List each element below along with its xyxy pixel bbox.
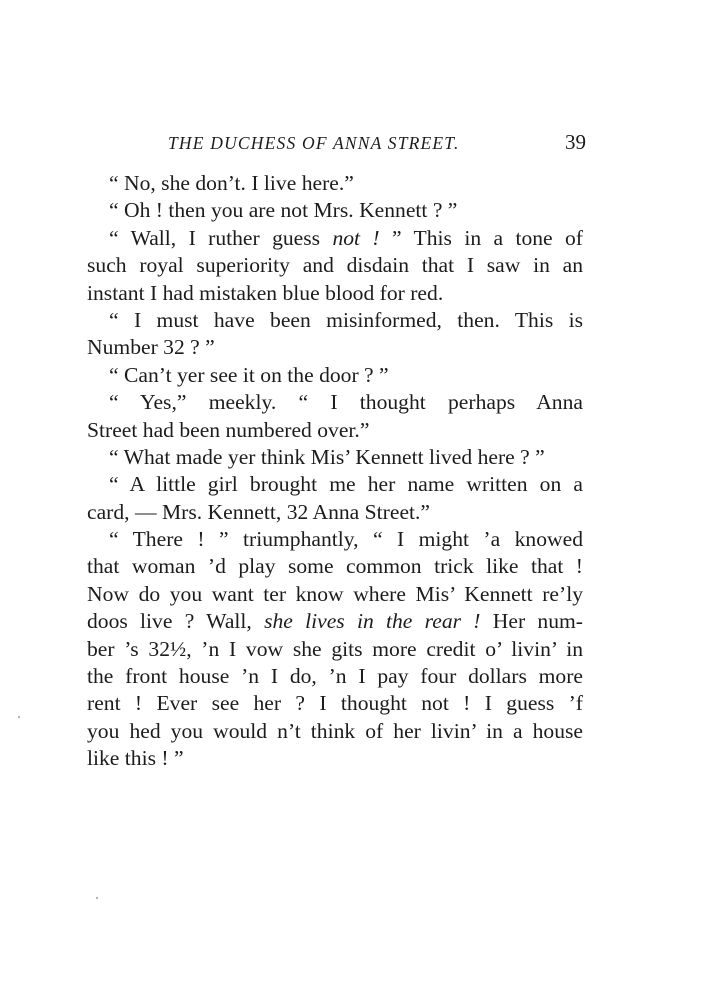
text-line [87,553,583,580]
text-run: ber ’s 32½, ’n I vow she gits more credit o’ livin’ in [87,636,583,661]
text-line [87,581,583,608]
text-run: “ Can’t yer see it on the door ? ” [109,362,389,387]
text-line [87,280,583,307]
page-number: 39 [565,130,586,154]
text-line [87,362,583,389]
text-run: card, — Mrs. Kennett, 32 Anna Street.” [87,499,431,524]
paper-speck [96,897,98,899]
text-run: Now do you want ter know where Mis’ Kennett re’ly [87,581,583,606]
text-line [87,170,583,197]
text-run: rent ! Ever see her ? I thought not ! I guess ’f [87,691,583,716]
text-run: “ Yes,” meekly. “ I thought perhaps Anna [109,390,583,415]
text-run: “ I must have been misinformed, then. This is [109,307,583,332]
text-run: “ A little girl brought me her name written on a [109,472,583,497]
italic-text: she lives in the rear ! [264,609,481,634]
text-line [87,334,583,361]
text-run: “ Wall, I ruther guess [109,225,333,250]
text-line [87,690,583,717]
italic-text: not ! [332,225,380,250]
text-line [87,745,583,772]
text-line [87,417,583,444]
text-run: “ What made yer think Mis’ Kennett lived here ? ” [109,444,545,469]
text-run: “ Oh ! then you are not Mrs. Kennett ? ” [109,198,458,223]
text-run: the front house ’n I do, ’n I pay four dollars more [87,664,583,689]
text-line [87,718,583,745]
text-run: you hed you would n’t think of her livin’ in a house [87,718,583,743]
text-line [87,307,583,334]
text-run: such royal superiority and disdain that I saw in an [87,253,583,278]
text-line [87,389,583,416]
text-run: Her num- [480,609,583,634]
text-line [87,444,583,471]
text-line [87,225,583,252]
text-run: “ There ! ” triumphantly, “ I might ’a knowed [109,527,583,552]
text-run: “ No, she don’t. I live here.” [109,171,354,195]
paper-speck [18,716,20,718]
text-run: instant I had mistaken blue blood for red. [87,280,444,305]
text-run: doos live ? Wall, [87,609,265,634]
text-run: Street had been numbered over.” [87,417,370,442]
text-line [87,636,583,663]
text-line [87,499,583,526]
text-line [87,526,583,553]
text-run: Number 32 ? ” [87,335,215,360]
text-line [87,608,583,635]
body-text [87,170,583,773]
text-line [87,197,583,224]
text-run: that woman ’d play some common trick like that ! [87,554,583,579]
running-head-title: THE DUCHESS OF ANNA STREET. [168,133,460,153]
text-run: ” This in a tone of [379,225,583,250]
text-line [87,471,583,498]
text-line [87,663,583,690]
text-line [87,252,583,279]
text-run: like this ! ” [87,746,184,771]
